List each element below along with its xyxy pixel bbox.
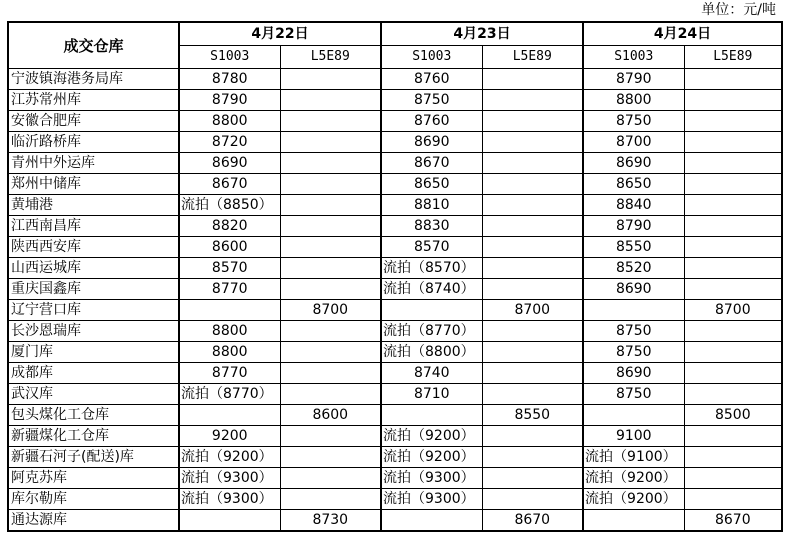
price-cell-s1003: 8690: [179, 153, 280, 174]
warehouse-name: 新疆石河子(配送)库: [8, 447, 179, 468]
price-cell-l5e89: [280, 447, 381, 468]
price-cell-s1003: 流拍（9200）: [381, 447, 482, 468]
price-cell-l5e89: 8700: [684, 300, 782, 321]
table-row: [8, 237, 782, 258]
price-cell-s1003: 流拍（9300）: [381, 468, 482, 489]
warehouse-name: 安徽合肥库: [8, 111, 179, 132]
price-cell-s1003: 8650: [583, 174, 684, 195]
date-header: 4月22日: [179, 22, 381, 46]
price-cell-l5e89: 8600: [280, 405, 381, 426]
price-cell-s1003: 8810: [381, 195, 482, 216]
price-cell-s1003: [583, 405, 684, 426]
price-cell-l5e89: 8550: [482, 405, 583, 426]
price-cell-s1003: [179, 405, 280, 426]
price-cell-l5e89: [280, 321, 381, 342]
price-cell-l5e89: [482, 468, 583, 489]
price-cell-l5e89: [280, 468, 381, 489]
price-cell-s1003: 9100: [583, 426, 684, 447]
warehouse-name: 辽宁营口库: [8, 300, 179, 321]
price-cell-l5e89: 8500: [684, 405, 782, 426]
price-cell-s1003: 8600: [179, 237, 280, 258]
price-cell-s1003: 8570: [179, 258, 280, 279]
price-cell-l5e89: [280, 342, 381, 363]
price-cell-l5e89: [684, 216, 782, 237]
code-header: L5E89: [482, 46, 583, 69]
warehouse-name: 新疆煤化工仓库: [8, 426, 179, 447]
price-cell-l5e89: [482, 174, 583, 195]
table-row: [8, 258, 782, 279]
price-cell-l5e89: [280, 69, 381, 90]
price-cell-s1003: 8770: [179, 279, 280, 300]
price-cell-s1003: 8750: [583, 342, 684, 363]
price-cell-s1003: 8770: [179, 363, 280, 384]
table-row: [8, 279, 782, 300]
price-cell-s1003: 8830: [381, 216, 482, 237]
price-cell-l5e89: [482, 111, 583, 132]
table-row: [8, 300, 782, 321]
price-cell-s1003: 流拍（9200）: [381, 426, 482, 447]
price-cell-s1003: 8700: [583, 132, 684, 153]
price-cell-l5e89: [684, 258, 782, 279]
price-cell-s1003: 8570: [381, 237, 482, 258]
price-cell-s1003: 8720: [179, 132, 280, 153]
price-cell-l5e89: [280, 279, 381, 300]
price-cell-l5e89: [684, 90, 782, 111]
header-row-dates: [8, 22, 782, 46]
price-cell-s1003: [381, 405, 482, 426]
price-cell-l5e89: [684, 132, 782, 153]
price-cell-s1003: 8790: [583, 216, 684, 237]
table-row: [8, 195, 782, 216]
price-cell-l5e89: [280, 384, 381, 405]
price-cell-s1003: 8690: [583, 279, 684, 300]
price-cell-s1003: 9200: [179, 426, 280, 447]
price-cell-l5e89: [280, 426, 381, 447]
price-cell-l5e89: [280, 132, 381, 153]
price-cell-s1003: [583, 300, 684, 321]
warehouse-name: 江苏常州库: [8, 90, 179, 111]
price-cell-l5e89: [482, 342, 583, 363]
warehouse-name: 通达源库: [8, 510, 179, 532]
price-cell-l5e89: 8670: [482, 510, 583, 532]
price-cell-s1003: 流拍（9200）: [583, 468, 684, 489]
price-cell-l5e89: [684, 468, 782, 489]
price-cell-l5e89: [280, 195, 381, 216]
code-header: L5E89: [280, 46, 381, 69]
price-cell-s1003: 流拍（8800）: [381, 342, 482, 363]
price-cell-l5e89: [482, 489, 583, 510]
warehouse-name: 陕西西安库: [8, 237, 179, 258]
price-cell-s1003: 流拍（9200）: [179, 447, 280, 468]
price-cell-l5e89: [684, 195, 782, 216]
price-cell-l5e89: [482, 153, 583, 174]
date-header: 4月24日: [583, 22, 782, 46]
price-cell-s1003: 8760: [381, 69, 482, 90]
price-cell-l5e89: [482, 90, 583, 111]
table-row: [8, 153, 782, 174]
price-cell-s1003: 8740: [381, 363, 482, 384]
price-cell-l5e89: [482, 195, 583, 216]
price-cell-s1003: 流拍（8740）: [381, 279, 482, 300]
price-cell-l5e89: [280, 216, 381, 237]
price-cell-l5e89: [684, 69, 782, 90]
warehouse-name: 江西南昌库: [8, 216, 179, 237]
price-cell-l5e89: [280, 174, 381, 195]
price-cell-s1003: 流拍（9100）: [583, 447, 684, 468]
price-cell-s1003: 8800: [179, 111, 280, 132]
table-row: [8, 132, 782, 153]
warehouse-name: 阿克苏库: [8, 468, 179, 489]
table-row: [8, 405, 782, 426]
price-cell-l5e89: [684, 279, 782, 300]
price-cell-s1003: [179, 510, 280, 532]
price-cell-l5e89: [684, 426, 782, 447]
price-cell-s1003: 8650: [381, 174, 482, 195]
warehouse-name: 武汉库: [8, 384, 179, 405]
table-row: [8, 489, 782, 510]
price-cell-s1003: 8710: [381, 384, 482, 405]
price-cell-s1003: [583, 510, 684, 532]
price-cell-s1003: 流拍（9300）: [179, 489, 280, 510]
price-cell-s1003: 8690: [583, 153, 684, 174]
price-cell-l5e89: [684, 174, 782, 195]
price-cell-l5e89: [684, 342, 782, 363]
table-row: [8, 321, 782, 342]
price-cell-l5e89: [482, 447, 583, 468]
table-body: [8, 69, 782, 532]
code-header: L5E89: [684, 46, 782, 69]
warehouse-name: 长沙恩瑞库: [8, 321, 179, 342]
price-cell-l5e89: [684, 111, 782, 132]
table-row: [8, 69, 782, 90]
price-cell-l5e89: [280, 258, 381, 279]
price-cell-s1003: 8690: [583, 363, 684, 384]
warehouse-name: 包头煤化工仓库: [8, 405, 179, 426]
table-row: [8, 447, 782, 468]
price-cell-s1003: 8520: [583, 258, 684, 279]
warehouse-name: 库尔勒库: [8, 489, 179, 510]
price-cell-l5e89: [280, 489, 381, 510]
table-row: [8, 468, 782, 489]
price-cell-l5e89: [482, 258, 583, 279]
price-cell-s1003: 8760: [381, 111, 482, 132]
price-cell-s1003: 8800: [179, 342, 280, 363]
price-cell-l5e89: [280, 153, 381, 174]
price-cell-l5e89: [684, 447, 782, 468]
warehouse-name: 厦门库: [8, 342, 179, 363]
auction-price-table: [7, 21, 783, 532]
price-cell-l5e89: [482, 321, 583, 342]
price-cell-s1003: 流拍（9300）: [179, 468, 280, 489]
price-cell-l5e89: [482, 69, 583, 90]
table-row: [8, 510, 782, 532]
code-header: S1003: [179, 46, 280, 69]
price-cell-l5e89: [482, 132, 583, 153]
table-row: [8, 426, 782, 447]
price-cell-l5e89: [482, 237, 583, 258]
date-header: 4月23日: [381, 22, 583, 46]
price-cell-s1003: [381, 510, 482, 532]
price-cell-s1003: [179, 300, 280, 321]
price-cell-s1003: 8670: [381, 153, 482, 174]
table-row: [8, 111, 782, 132]
price-cell-s1003: 8750: [381, 90, 482, 111]
price-cell-s1003: 8670: [179, 174, 280, 195]
price-cell-s1003: 8750: [583, 111, 684, 132]
price-cell-s1003: 8750: [583, 321, 684, 342]
price-cell-s1003: 8840: [583, 195, 684, 216]
price-cell-l5e89: [482, 363, 583, 384]
table-row: [8, 174, 782, 195]
code-header: S1003: [381, 46, 482, 69]
price-cell-s1003: 流拍（9300）: [381, 489, 482, 510]
price-cell-l5e89: 8700: [482, 300, 583, 321]
price-cell-s1003: 8800: [179, 321, 280, 342]
price-cell-l5e89: [482, 384, 583, 405]
price-cell-l5e89: [280, 111, 381, 132]
price-cell-l5e89: 8700: [280, 300, 381, 321]
price-cell-s1003: 流拍（8770）: [179, 384, 280, 405]
price-cell-s1003: 流拍（8570）: [381, 258, 482, 279]
table-row: [8, 363, 782, 384]
code-header: S1003: [583, 46, 684, 69]
price-cell-l5e89: 8670: [684, 510, 782, 532]
price-cell-l5e89: [684, 384, 782, 405]
warehouse-name: 成都库: [8, 363, 179, 384]
table-row: [8, 216, 782, 237]
price-cell-l5e89: [684, 153, 782, 174]
price-cell-s1003: 8690: [381, 132, 482, 153]
price-cell-l5e89: [482, 216, 583, 237]
warehouse-name: 青州中外运库: [8, 153, 179, 174]
price-cell-l5e89: [482, 279, 583, 300]
price-cell-l5e89: [684, 237, 782, 258]
warehouse-name: 宁波镇海港务局库: [8, 69, 179, 90]
price-cell-l5e89: [280, 237, 381, 258]
price-cell-s1003: 8790: [179, 90, 280, 111]
warehouse-name: 郑州中储库: [8, 174, 179, 195]
price-cell-l5e89: [280, 90, 381, 111]
price-cell-l5e89: [482, 426, 583, 447]
price-cell-l5e89: [280, 363, 381, 384]
price-cell-s1003: 8750: [583, 384, 684, 405]
table-row: [8, 342, 782, 363]
price-cell-s1003: 流拍（9200）: [583, 489, 684, 510]
warehouse-name: 重庆国鑫库: [8, 279, 179, 300]
price-cell-s1003: 流拍（8850）: [179, 195, 280, 216]
price-cell-s1003: 8800: [583, 90, 684, 111]
price-cell-l5e89: [684, 363, 782, 384]
price-cell-l5e89: [684, 321, 782, 342]
warehouse-name: 山西运城库: [8, 258, 179, 279]
price-cell-l5e89: [684, 489, 782, 510]
price-cell-s1003: 流拍（8770）: [381, 321, 482, 342]
unit-label: 单位：元/吨: [701, 2, 776, 18]
price-cell-s1003: [381, 300, 482, 321]
price-cell-l5e89: 8730: [280, 510, 381, 532]
warehouse-header: 成交仓库: [8, 22, 179, 69]
price-cell-s1003: 8780: [179, 69, 280, 90]
warehouse-name: 黄埔港: [8, 195, 179, 216]
price-cell-s1003: 8550: [583, 237, 684, 258]
table-row: [8, 90, 782, 111]
price-cell-s1003: 8790: [583, 69, 684, 90]
table-row: [8, 384, 782, 405]
price-cell-s1003: 8820: [179, 216, 280, 237]
warehouse-name: 临沂路桥库: [8, 132, 179, 153]
